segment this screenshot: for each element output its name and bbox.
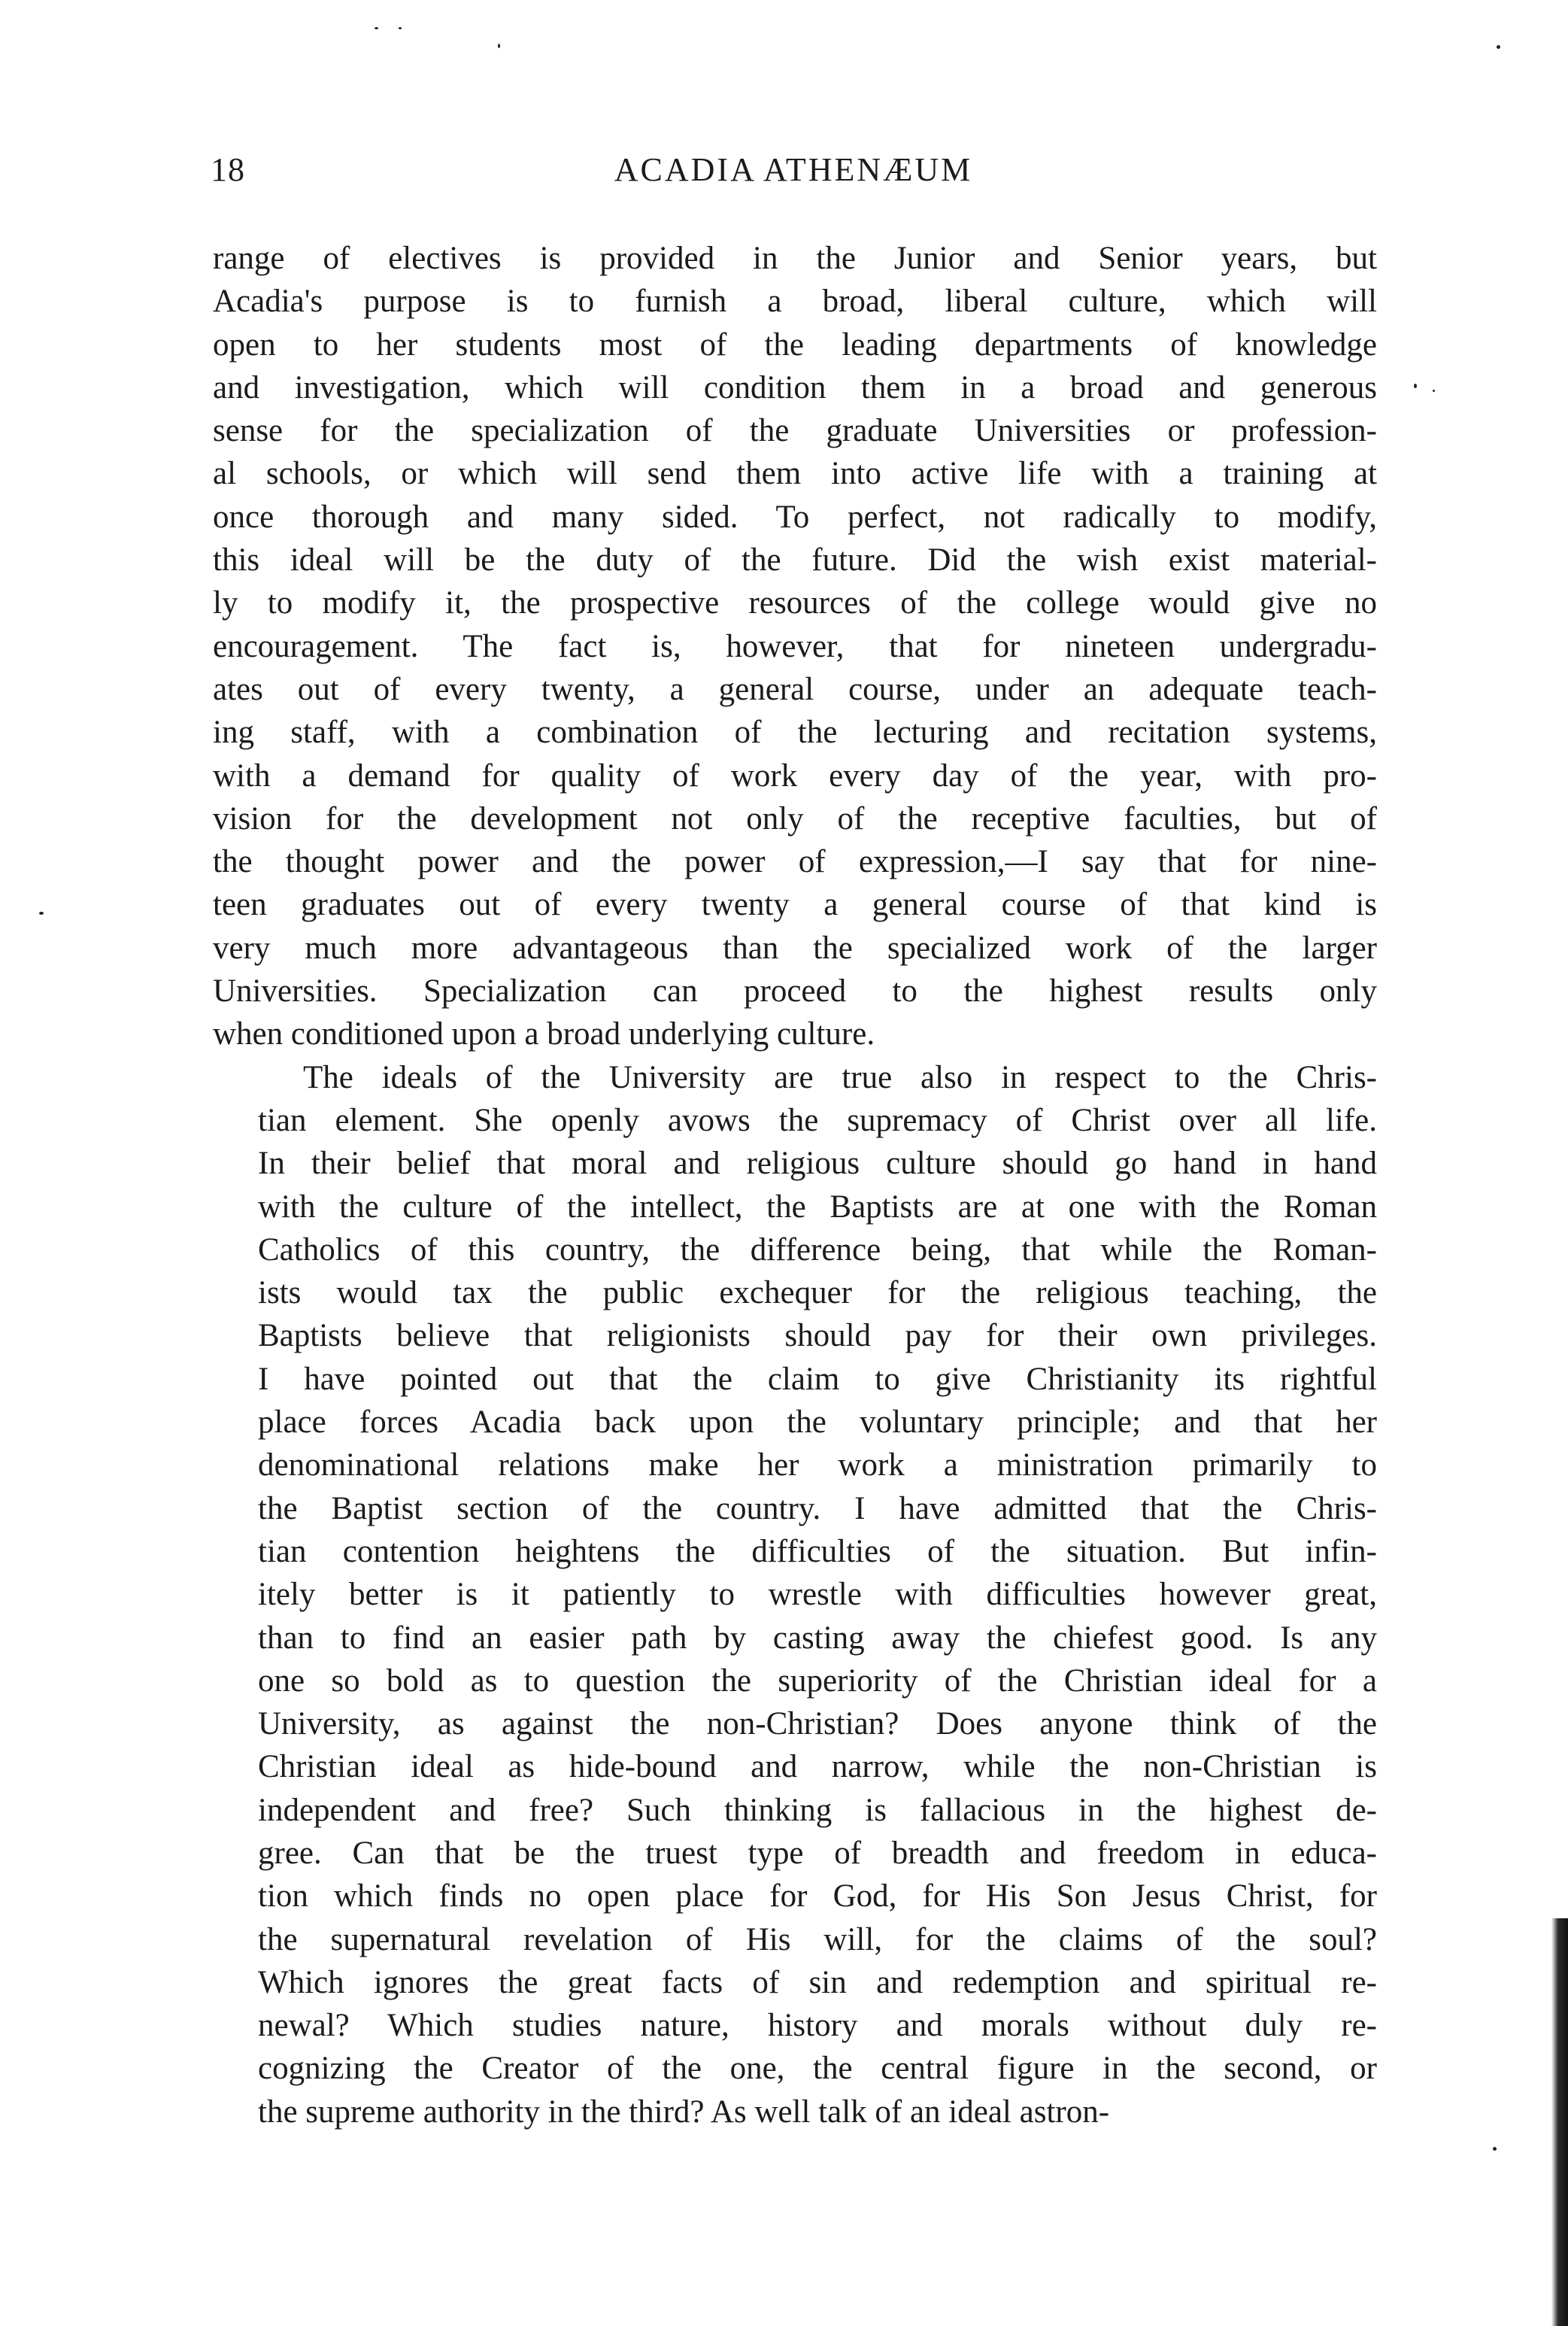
text-line: Which ignores the great facts of sin and redemption and spiritual re- [258,1964,1377,2000]
text-line: and investigation, which will condition them in a broad and generous [213,369,1377,405]
text-line: once thorough and many sided. To perfect, not radically to modify, [213,499,1377,535]
text-line: when conditioned upon a broad underlying culture. [213,1016,875,1052]
page-header [211,150,1376,196]
text-line: Universities. Specialization can proceed to the highest results only [213,973,1377,1010]
text-line: itely better is it patiently to wrestle with difficulties however great, [258,1577,1377,1613]
text-line: the thought power and the power of expression,—I say that for nine- [213,844,1377,880]
text-line: the supernatural revelation of His will, for the claims of the soul? [258,1921,1377,1957]
text-line: range of electives is provided in the Junior and Senior years, but [213,241,1377,276]
text-line: this ideal will be the duty of the future. Did the wish exist material- [213,542,1377,578]
text-line: tian contention heightens the difficulties of the situation. But infin- [258,1533,1377,1569]
text-line: ing staff, with a combination of the lecturing and recitation systems, [213,715,1377,751]
text-line: very much more advantageous than the specialized work of the larger [213,930,1377,966]
text-line: gree. Can that be the truest type of breadth and freedom in educa- [258,1835,1377,1871]
page-edge-shadow [1551,1918,1568,2326]
text-line: open to her students most of the leading departments of knowledge [213,326,1377,363]
paragraph-container [213,237,1377,2133]
text-line: tion which finds no open place for God, for His Son Jesus Christ, for [258,1878,1377,1915]
scan-speck [399,27,402,29]
text-line: sense for the specialization of the graduate Universities or profession- [213,413,1377,449]
paragraph [213,237,1377,1056]
text-line: Catholics of this country, the difference being, that while the Roman- [258,1231,1377,1268]
text-line: newal? Which studies nature, history and morals without duly re- [258,2008,1377,2044]
text-line: encouragement. The fact is, however, that for nineteen undergradu- [213,628,1377,664]
running-title: ACADIA ATHENÆUM [614,151,973,188]
scan-speck [1493,2147,1497,2151]
text-line: I have pointed out that the claim to give Christianity its rightful [258,1361,1377,1397]
text-line: vision for the development not only of the receptive faculties, but of [213,800,1377,837]
body-text [213,237,1377,2133]
text-line: The ideals of the University are true also in respect to the Chris- [303,1059,1377,1095]
text-line: one so bold as to question the superiority of the Christian ideal for a [258,1663,1377,1699]
text-line: than to find an easier path by casting away the chiefest good. Is any [258,1620,1377,1656]
text-line: with the culture of the intellect, the Baptists are at one with the Roman [258,1189,1377,1225]
scan-speck [39,912,44,915]
text-line: University, as against the non-Christian? Does anyone think of the [258,1706,1377,1742]
text-line: ists would tax the public exchequer for the religious teaching, the [258,1275,1377,1311]
text-line: independent and free? Such thinking is fallacious in the highest de- [258,1792,1377,1828]
text-line: tian element. She openly avows the supremacy of Christ over all life. [258,1102,1377,1138]
text-line: the supreme authority in the third? As well talk of an ideal astron- [258,2094,1110,2130]
scan-speck [375,27,378,29]
page-number: 18 [211,151,245,188]
scan-speck [1414,384,1417,388]
text-line: al schools, or which will send them into active life with a training at [213,456,1377,492]
text-line: place forces Acadia back upon the voluntary principle; and that her [258,1404,1377,1441]
scan-speck [498,44,500,48]
paragraph [213,1056,1377,2133]
text-line: with a demand for quality of work every day of the year, with pro- [213,758,1377,794]
text-line: denominational relations make her work a ministration primarily to [258,1447,1377,1483]
text-line: ates out of every twenty, a general course, under an adequate teach- [213,671,1377,707]
text-line: Christian ideal as hide-bound and narrow, while the non-Christian is [258,1749,1377,1785]
text-line: Baptists believe that religionists should pay for their own privileges. [258,1318,1377,1354]
scan-speck [1497,45,1500,49]
text-line: teen graduates out of every twenty a general course of that kind is [213,887,1377,923]
scan-speck [1433,390,1435,392]
text-line: ly to modify it, the prospective resources of the college would give no [213,585,1377,621]
text-line: In their belief that moral and religious culture should go hand in hand [258,1146,1377,1182]
text-line: cognizing the Creator of the one, the central figure in the second, or [258,2051,1377,2087]
text-line: the Baptist section of the country. I have admitted that the Chris- [258,1490,1377,1526]
text-line: Acadia's purpose is to furnish a broad, liberal culture, which will [213,284,1377,320]
